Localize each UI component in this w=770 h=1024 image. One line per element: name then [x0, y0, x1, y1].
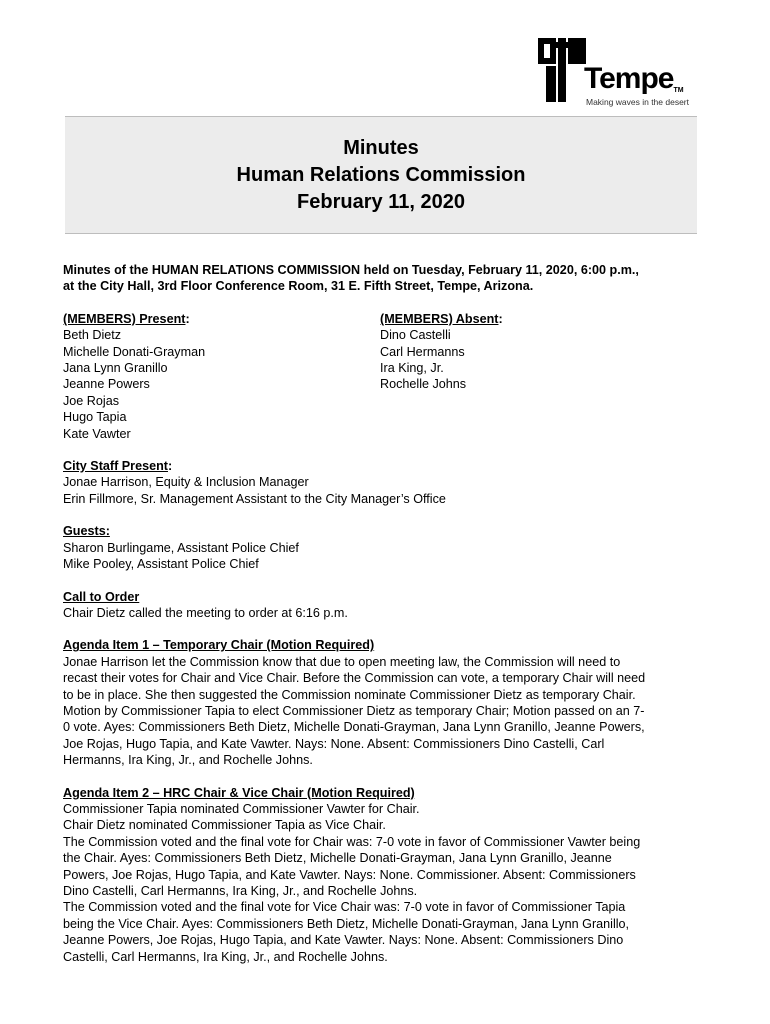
title-minutes: Minutes — [343, 136, 419, 159]
title-banner — [65, 116, 697, 234]
agenda-item-2-heading: Agenda Item 2 – HRC Chair & Vice Chair (Motion Required) — [63, 785, 415, 800]
member-present-name: Michelle Donati-Grayman — [63, 344, 206, 359]
member-present-name: Beth Dietz — [63, 328, 122, 343]
agenda-item-1-line: Motion by Commissioner Tapia to elect Commissioner Dietz as temporary Chair; Motion passed on an 7- — [63, 703, 645, 718]
tempe-logo — [534, 36, 704, 108]
guests-heading: Guests: — [63, 524, 110, 539]
logo-trademark: TM — [673, 87, 684, 94]
agenda-item-2-line: being the Vice Chair. Ayes: Commissioners Beth Dietz, Michelle Donati-Grayman, Jana Lynn Granillo, — [63, 916, 630, 931]
members-present: (MEMBERS) Present: Beth Dietz Michelle Donati-Grayman Jana Lynn Granillo Jeanne Powers Joe Rojas Hugo Tapia Kate Vawter — [63, 311, 380, 442]
member-absent-name: Carl Hermanns — [380, 344, 465, 359]
member-absent-name: Ira King, Jr. — [380, 361, 444, 376]
logo-tagline: Making waves in the desert — [586, 97, 689, 107]
members-absent-heading: (MEMBERS) Absent — [380, 311, 499, 326]
title-commission: Human Relations Commission — [236, 163, 526, 186]
agenda-item-2-line: Powers, Joe Rojas, Hugo Tapia, and Kate Vawter. Nays: None. Commissioner. Absent: Commissioners — [63, 867, 636, 882]
agenda-item-2-line: The Commission voted and the final vote for Vice Chair was: 7-0 vote in favor of Commissioner Tapia — [63, 900, 626, 915]
guest-line: Sharon Burlingame, Assistant Police Chief — [63, 540, 299, 555]
agenda-item-2-line: Dino Castelli, Carl Hermanns, Ira King, Jr., and Rochelle Johns. — [63, 884, 418, 898]
members-absent: (MEMBERS) Absent: Dino Castelli Carl Hermanns Ira King, Jr. Rochelle Johns — [380, 311, 700, 442]
member-present-name: Joe Rojas — [63, 393, 120, 408]
member-present-name: Jeanne Powers — [63, 377, 150, 392]
agenda-item-2-line: the Chair. Ayes: Commissioners Beth Dietz, Michelle Donati-Grayman, Jana Lynn Granillo, Jeanne — [63, 851, 612, 866]
agenda-item-1-line: Jonae Harrison let the Commission know that due to open meeting law, the Commission will need to — [63, 654, 621, 669]
agenda-item-1-line: recast their votes for Chair and Vice Chair. Before the Commission can vote, a temporary Chair will need — [63, 671, 646, 686]
guest-line: Mike Pooley, Assistant Police Chief — [63, 557, 259, 572]
staff-line: Jonae Harrison, Equity & Inclusion Manager — [63, 475, 309, 490]
member-absent-name: Dino Castelli — [380, 328, 451, 343]
logo-wordmark: TempeTM — [584, 62, 684, 95]
minutes-body: Minutes of the HUMAN RELATIONS COMMISSION held on Tuesday, February 11, 2020, 6:00 p.m., at the City Hall, 3rd Floor Conference Room, 31 E. Fifth Street, Tempe, Arizona. (MEMBERS) Present: Beth Dietz Michelle Donati-Grayman Jana Lynn Granillo Jeanne Powers Joe Rojas Hugo Tapia Kate Vawter (MEMBERS) Absent: Dino Castelli Carl Hermanns Ira King, Jr. Rochelle Johns City Staff Present: Jonae Harrison, Equity & Inclusion Manager Erin Fillmore, Sr. Management Assistant to the City Manager’s Office Guests: Sharon Burlingame, Assistant Police Chief Mike Pooley, Assistant Police Chief Call to Order Chair Dietz called the meeting to order at 6:16 p.m. Agenda Item 1 – Temporary Chair (Motion Required) Jonae Harrison let the Commission know that due to open meeting law, the Commission will need to recast their votes for Chair and Vice Chair. Before the Commission can vote, a temporary Chair will need to be in place. She then suggested the Commission nominate Commissioner Dietz as temporary Chair. Motion by Commissioner Tapia to elect Commissioner Dietz as temporary Chair; Motion passed on an 7- 0 vote. Ayes: Commissioners Beth Dietz, Michelle Donati-Grayman, Jana Lynn Granillo, Jeanne Powers, Joe Rojas, Hugo Tapia, and Kate Vawter. Nays: None. Absent: Commissioners Dino Castelli, Carl Hermanns, Ira King, Jr., and Rochelle Johns. Agenda Item 2 – HRC Chair & Vice Chair (Motion Required) Commissioner Tapia nominated Commissioner Vawter for Chair. Chair Dietz nominated Commissioner Tapia as Vice Chair. The Commission voted and the final vote for Chair was: 7-0 vote in favor of Commissioner Vawter being the Chair. Ayes: Commissioners Beth Dietz, Michelle Donati-Grayman, Jana Lynn Granillo, Jeanne Powers, Joe Rojas, Hugo Tapia, and Kate Vawter. Nays: None. Commissioner. Absent: Commissioners Dino Castelli, Carl Hermanns, Ira King, Jr., and Rochelle Johns. The Commission voted and the final vote for Vice Chair was: 7-0 vote in favor of Commissioner Tapia being the Vice Chair. Ayes: Commissioners Beth Dietz, Michelle Donati-Grayman, Jana Lynn Granillo, Jeanne Powers, Joe Rojas, Hugo Tapia, and Kate Vawter. Nays: None. Absent: Commissioners Dino Castelli, Carl Hermanns, Ira King, Jr., and Rochelle Johns. — [63, 262, 713, 965]
member-present-name: Jana Lynn Granillo — [63, 361, 168, 376]
agenda-item-2-line: Castelli, Carl Hermanns, Ira King, Jr., and Rochelle Johns. — [63, 949, 388, 964]
agenda-item-1-line: 0 vote. Ayes: Commissioners Beth Dietz, Michelle Donati-Grayman, Jana Lynn Granillo, Jeanne Powers, — [63, 720, 645, 735]
member-present-name: Kate Vawter — [63, 426, 131, 441]
call-to-order-text: Chair Dietz called the meeting to order at 6:16 p.m. — [63, 605, 348, 620]
member-present-name: Hugo Tapia — [63, 410, 127, 425]
members-section — [63, 311, 713, 442]
staff-heading: City Staff Present — [63, 459, 168, 474]
agenda-item-1-line: Hermanns, Ira King, Jr., and Rochelle Johns. — [63, 753, 313, 768]
title-date: February 11, 2020 — [297, 190, 465, 213]
member-absent-name: Rochelle Johns — [380, 377, 467, 392]
agenda-item-2-line: Chair Dietz nominated Commissioner Tapia as Vice Chair. — [63, 818, 386, 833]
agenda-item-1-line: Joe Rojas, Hugo Tapia, and Kate Vawter. Nays: None. Absent: Commissioners Dino Castelli, Carl — [63, 736, 605, 751]
intro-line-2: at the City Hall, 3rd Floor Conference Room, 31 E. Fifth Street, Tempe, Arizona. — [63, 279, 534, 294]
agenda-item-2-line: Jeanne Powers, Joe Rojas, Hugo Tapia, and Kate Vawter. Nays: None. Absent: Commissioners Dino — [63, 933, 624, 948]
intro-line-1: Minutes of the HUMAN RELATIONS COMMISSION held on Tuesday, February 11, 2020, 6:00 p.m., — [63, 263, 639, 277]
agenda-item-1-heading: Agenda Item 1 – Temporary Chair (Motion Required) — [63, 638, 375, 653]
members-present-heading: (MEMBERS) Present — [63, 311, 186, 326]
staff-line: Erin Fillmore, Sr. Management Assistant to the City Manager’s Office — [63, 491, 446, 506]
call-to-order-heading: Call to Order — [63, 589, 140, 604]
agenda-item-2-line: Commissioner Tapia nominated Commissioner Vawter for Chair. — [63, 801, 420, 816]
agenda-item-2-line: The Commission voted and the final vote for Chair was: 7-0 vote in favor of Commissioner Vawter being — [63, 834, 641, 849]
agenda-item-1-line: to be in place. She then suggested the Commission nominate Commissioner Dietz as temporary Chair. — [63, 687, 636, 702]
